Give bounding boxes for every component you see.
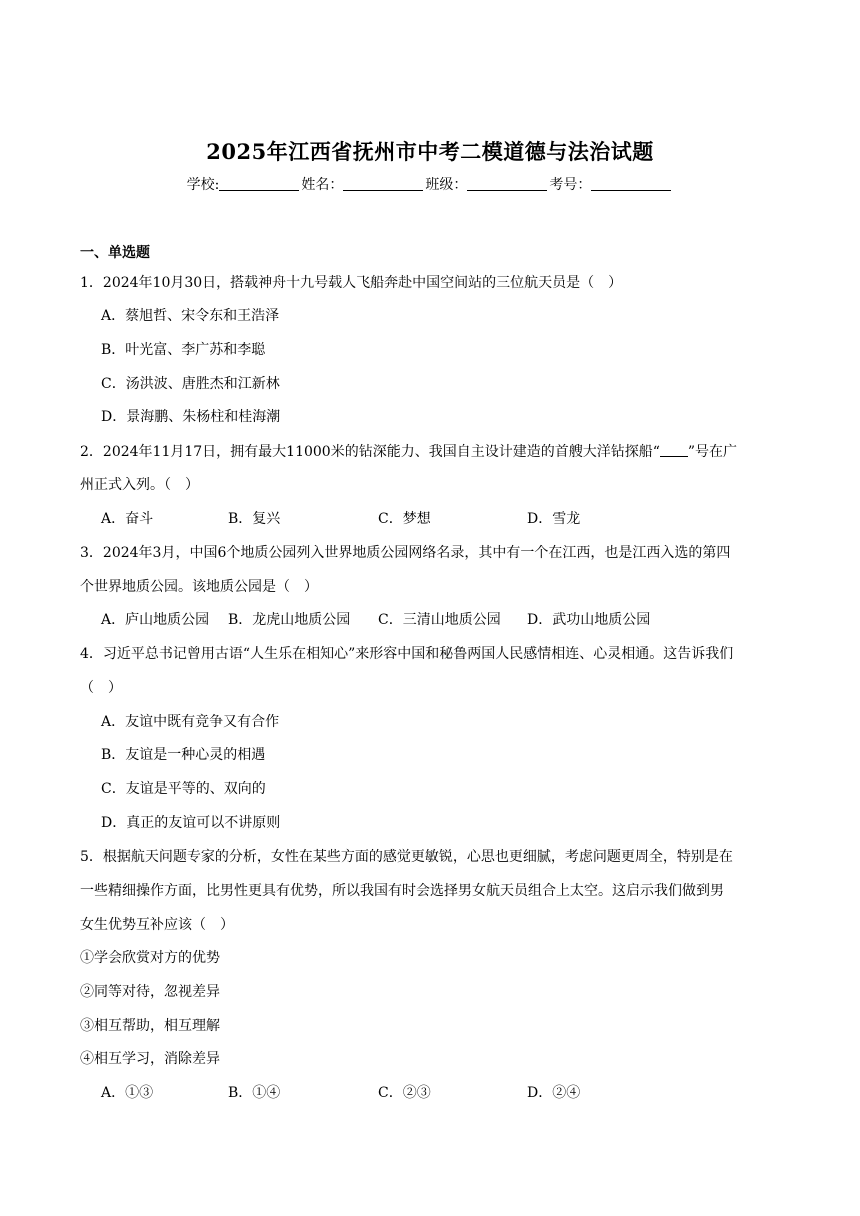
class-label: 班级：	[425, 177, 468, 193]
question-5-option-d: D．②④	[527, 1085, 581, 1101]
number-label: 考号：	[549, 177, 592, 193]
question-5-stem-line-3: 女生优势互补应该（ ）	[80, 917, 234, 933]
question-5-item-3: ③相互帮助，相互理解	[80, 1018, 220, 1034]
question-1-option-c: C．汤洪波、唐胜杰和江新林	[101, 376, 280, 392]
question-2-option-d: D．雪龙	[527, 511, 581, 527]
question-1-option-d: D．景海鹏、朱杨柱和桂海潮	[101, 409, 281, 425]
question-2-option-c: C．梦想	[378, 511, 431, 527]
name-label: 姓名：	[301, 177, 344, 193]
school-label: 学校:	[186, 177, 220, 193]
question-3-stem-line-1: 3．2024年3月，中国6个地质公园列入世界地质公园网络名录，其中有一个在江西，也是江西入选的第四	[80, 545, 731, 561]
question-2-stem-part-b: ”号在广	[687, 444, 738, 460]
exam-title: 2025年江西省抚州市中考二模道德与法治试题	[206, 139, 654, 164]
question-4-option-d: D．真正的友谊可以不讲原则	[101, 815, 281, 831]
question-5-stem-line-2: 一些精细操作方面，比男性更具有优势，所以我国有时会选择男女航天员组合上太空。这启示我们做到男	[80, 883, 724, 899]
student-info-line	[0, 174, 860, 194]
question-2-option-b: B．复兴	[228, 511, 281, 527]
name-blank[interactable]	[343, 176, 423, 191]
school-blank[interactable]	[219, 176, 299, 191]
question-2-option-a: A．奋斗	[101, 511, 154, 527]
question-1-option-b: B．叶光富、李广苏和李聪	[101, 342, 266, 358]
question-1-stem: 1．2024年10月30日，搭载神舟十九号载人飞船奔赴中国空间站的三位航天员是（ ）	[80, 275, 623, 291]
question-5-option-c: C．②③	[378, 1085, 431, 1101]
question-4-option-c: C．友谊是平等的、双向的	[101, 781, 266, 797]
question-3-stem-line-2: 个世界地质公园。该地质公园是（ ）	[80, 579, 318, 595]
question-4-option-b: B．友谊是一种心灵的相遇	[101, 747, 266, 763]
question-5-stem-line-1: 5．根据航天问题专家的分析，女性在某些方面的感觉更敏锐，心思也更细腻，考虑问题更周全，特别是在	[80, 849, 733, 865]
class-blank[interactable]	[467, 176, 547, 191]
question-3-option-d: D．武功山地质公园	[527, 612, 651, 628]
question-2-stem-line-2: 州正式入列。（ ）	[80, 477, 199, 493]
question-3-option-b: B．龙虎山地质公园	[228, 612, 351, 628]
question-4-option-a: A．友谊中既有竞争又有合作	[101, 714, 280, 730]
question-2-blank	[660, 444, 688, 457]
question-4-stem-line-2: （ ）	[80, 680, 122, 696]
section-heading: 一、单选题	[80, 245, 150, 261]
question-5-item-1: ①学会欣赏对方的优势	[80, 950, 220, 966]
number-blank[interactable]	[591, 176, 671, 191]
question-3-option-a: A．庐山地质公园	[101, 612, 210, 628]
question-5-option-a: A．①③	[101, 1085, 154, 1101]
question-2-stem-line-1	[80, 441, 737, 461]
question-2-stem-part-a: 2．2024年11月17日，拥有最大11000米的钻深能力、我国自主设计建造的首艘大洋钻探船“	[80, 444, 660, 460]
question-5-option-b: B．①④	[228, 1085, 281, 1101]
question-4-stem-line-1: 4．习近平总书记曾用古语“人生乐在相知心”来形容中国和秘鲁两国人民感情相连、心灵相通。这告诉我们	[80, 646, 734, 662]
question-5-item-2: ②同等对待，忽视差异	[80, 984, 220, 1000]
question-3-option-c: C．三清山地质公园	[378, 612, 501, 628]
question-1-option-a: A．蔡旭哲、宋令东和王浩泽	[101, 308, 280, 324]
question-5-item-4: ④相互学习，消除差异	[80, 1051, 220, 1067]
